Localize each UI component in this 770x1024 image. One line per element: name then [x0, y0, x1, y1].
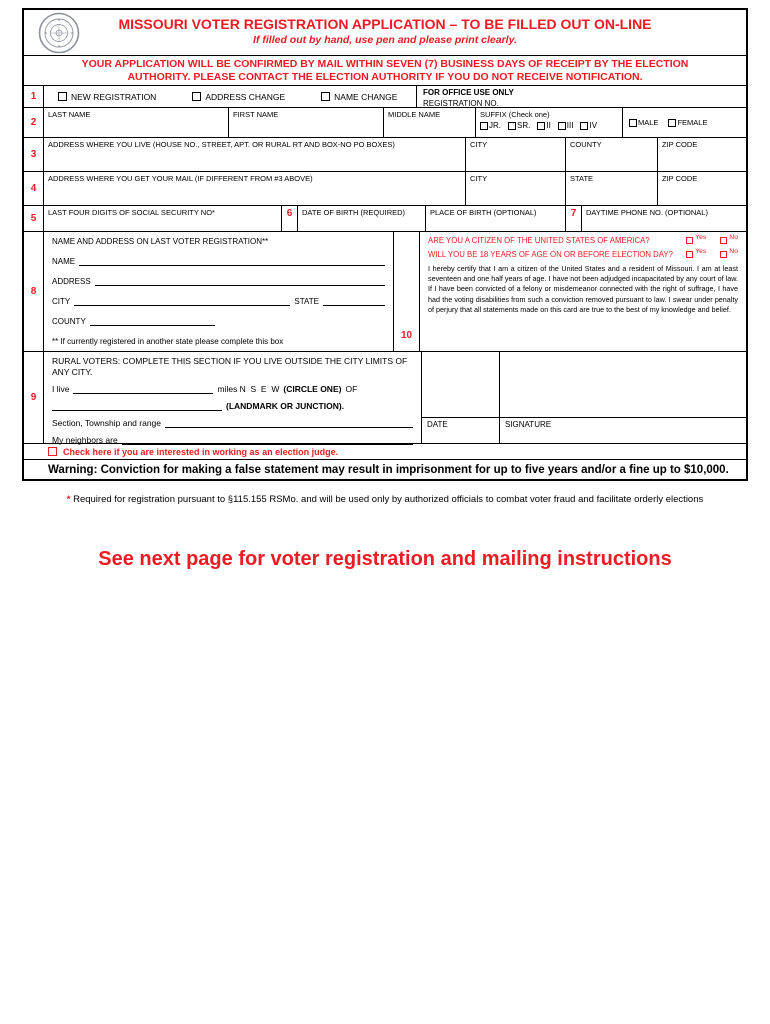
mail-zip-field[interactable]	[658, 172, 746, 205]
middle-name-label: MIDDLE NAME	[388, 110, 441, 119]
certification-text: I hereby certify that I am a citizen of the United States and a resident of Missouri. I am at least seventeen and one half years of age. I have not been adjudged incapacitated by any court of law. If I have been convicted of a felony or misdemeanor connected with the right of suffrage, I have had the voting disabilities from such a conviction removed pursuant to law. I swear under penalty of perjury that all statements made on this card are true to the best of my knowledge and belief.	[428, 264, 738, 314]
female-option[interactable]	[668, 118, 707, 127]
citizen-question-label: ARE YOU A CITIZEN OF THE UNITED STATES OF AMERICA?	[428, 236, 650, 245]
citizen-yes-option[interactable]	[686, 236, 706, 244]
name-change-option[interactable]	[321, 92, 397, 102]
suffix-jr-label: JR.	[489, 121, 501, 130]
suffix-cell	[476, 108, 746, 137]
registration-no-label: REGISTRATION NO.	[423, 99, 499, 108]
male-label: MALE	[638, 118, 659, 127]
landmark-label: (LANDMARK OR JUNCTION).	[226, 401, 345, 412]
miles-distance-field[interactable]	[73, 384, 213, 394]
eligibility-box	[420, 232, 746, 351]
female-checkbox[interactable]	[668, 119, 676, 127]
prev-name-label: NAME	[52, 257, 76, 266]
of-label: OF	[345, 384, 358, 395]
form-header	[24, 10, 746, 56]
ssn-last4-label: LAST FOUR DIGITS OF SOCIAL SECURITY NO*	[48, 208, 215, 217]
suffix-iv-label: IV	[589, 121, 598, 130]
neighbors-field[interactable]	[122, 435, 413, 445]
mail-address-field[interactable]	[44, 172, 466, 205]
live-prefix-label: I live	[52, 384, 70, 395]
form-title: MISSOURI VOTER REGISTRATION APPLICATION – TO BE FILLED OUT ON-LINE	[118, 16, 652, 32]
row-number-8: 8	[24, 232, 44, 351]
new-registration-checkbox[interactable]	[58, 92, 67, 101]
footnote-text: Required for registration pursuant to §115.155 RSMo. and will be used only by authorized officials to combat voter fraud and facilitate orderly elections	[73, 494, 704, 505]
address-change-label: ADDRESS CHANGE	[205, 91, 286, 102]
mail-zip-label: ZIP CODE	[662, 174, 698, 183]
row-ssn-dob-phone	[24, 206, 746, 232]
citizen-yes-checkbox[interactable]	[686, 237, 693, 244]
voter-registration-form	[22, 8, 748, 481]
middle-name-field[interactable]	[384, 108, 476, 137]
office-use-cell	[416, 86, 746, 107]
dob-field[interactable]	[298, 206, 426, 231]
mail-city-label: CITY	[470, 174, 488, 183]
home-zip-field[interactable]	[658, 138, 746, 171]
address-change-option[interactable]	[192, 92, 285, 102]
township-field[interactable]	[165, 418, 413, 428]
election-judge-checkbox[interactable]	[48, 447, 57, 456]
row-home-address	[24, 138, 746, 172]
date-signature-area	[422, 352, 746, 443]
dob-label: DATE OF BIRTH (REQUIRED)	[302, 208, 406, 217]
suffix-iii-checkbox[interactable]	[558, 122, 566, 130]
prev-city-field[interactable]	[74, 296, 290, 306]
home-address-field[interactable]	[44, 138, 466, 171]
office-use-title: FOR OFFICE USE ONLY	[423, 88, 514, 97]
pob-field[interactable]	[426, 206, 566, 231]
next-page-notice: See next page for voter registration and mailing instructions	[98, 548, 672, 570]
neighbors-label: My neighbors are	[52, 435, 118, 446]
signature-field[interactable]	[500, 352, 746, 417]
phone-label: DAYTIME PHONE NO. (OPTIONAL)	[586, 208, 708, 217]
prev-address-label: ADDRESS	[52, 277, 91, 286]
date-field[interactable]	[422, 352, 500, 417]
suffix-options	[480, 121, 618, 130]
other-state-note: ** If currently registered in another state please complete this box	[52, 337, 284, 346]
missouri-seal-icon	[38, 12, 80, 54]
rural-voters-title: RURAL VOTERS: COMPLETE THIS SECTION IF YOU LIVE OUTSIDE THE CITY LIMITS OF ANY CITY.	[52, 356, 408, 377]
warning-row	[24, 460, 746, 479]
suffix-label: SUFFIX (Check one)	[480, 110, 550, 119]
section-rural-voters	[24, 352, 746, 444]
mail-state-field[interactable]	[566, 172, 658, 205]
election-judge-label: Check here if you are interested in working as an election judge.	[63, 446, 339, 457]
home-city-label: CITY	[470, 140, 488, 149]
circle-one-label: (CIRCLE ONE)	[283, 384, 342, 395]
home-county-label: COUNTY	[570, 140, 602, 149]
age-no-checkbox[interactable]	[720, 251, 727, 258]
gender-cell	[622, 108, 746, 137]
previous-registration-title: NAME AND ADDRESS ON LAST VOTER REGISTRATION**	[52, 237, 269, 246]
prev-county-line	[52, 315, 385, 326]
row-mailing-address	[24, 172, 746, 206]
suffix-jr-option[interactable]	[480, 121, 501, 130]
first-name-label: FIRST NAME	[233, 110, 279, 119]
prev-city-label: CITY	[52, 297, 71, 306]
suffix-jr-checkbox[interactable]	[480, 122, 488, 130]
other-state-note-line	[52, 335, 385, 346]
mail-city-field[interactable]	[466, 172, 566, 205]
first-name-field[interactable]	[229, 108, 384, 137]
suffix-options-area	[476, 108, 622, 137]
township-line	[52, 417, 413, 428]
landmark-line	[52, 400, 413, 411]
prev-address-field[interactable]	[95, 276, 385, 286]
row-number-6: 6	[282, 206, 298, 231]
footnote-asterisk: *	[66, 494, 71, 505]
last-name-label: LAST NAME	[48, 110, 91, 119]
row-name	[24, 108, 746, 138]
row-number-7: 7	[566, 206, 582, 231]
home-address-label: ADDRESS WHERE YOU LIVE (HOUSE NO., STREET, APT. OR RURAL RT AND BOX-NO PO BOXES)	[48, 140, 395, 149]
female-label: FEMALE	[677, 118, 708, 127]
mail-state-label: STATE	[570, 174, 594, 183]
prev-name-field[interactable]	[79, 256, 385, 266]
male-checkbox[interactable]	[629, 119, 637, 127]
age-yes-no-group	[686, 250, 738, 258]
signature-label: SIGNATURE	[500, 417, 746, 443]
age-no-option[interactable]	[720, 250, 738, 258]
name-change-checkbox[interactable]	[321, 92, 330, 101]
miles-directions-label: miles N S E W	[217, 384, 280, 395]
citizen-no-checkbox[interactable]	[720, 237, 727, 244]
prev-county-label: COUNTY	[52, 317, 86, 326]
suffix-sr-option[interactable]	[508, 121, 530, 130]
ssn-last4-field[interactable]	[44, 206, 282, 231]
row-number-5: 5	[24, 206, 44, 231]
row-number-4: 4	[24, 172, 44, 205]
suffix-iv-checkbox[interactable]	[580, 122, 588, 130]
footnote	[0, 494, 770, 505]
form-subtitle: If filled out by hand, use pen and please print clearly.	[253, 34, 517, 46]
citizen-question-row	[428, 236, 738, 245]
mail-address-label: ADDRESS WHERE YOU GET YOUR MAIL (IF DIFFERENT FROM #3 ABOVE)	[48, 174, 313, 183]
new-registration-option[interactable]	[58, 92, 156, 102]
prev-address-line	[52, 275, 385, 286]
citizen-no-label: No	[729, 234, 738, 241]
address-change-checkbox[interactable]	[192, 92, 201, 101]
citizen-no-option[interactable]	[720, 236, 738, 244]
election-judge-row	[24, 444, 746, 460]
age-yes-checkbox[interactable]	[686, 251, 693, 258]
previous-registration-box	[44, 232, 394, 351]
home-city-field[interactable]	[466, 138, 566, 171]
citizen-yes-no-group	[686, 236, 738, 244]
row-number-2: 2	[24, 108, 44, 137]
prev-county-field[interactable]	[90, 316, 215, 326]
row-number-9: 9	[24, 352, 44, 443]
suffix-ii-label: II	[546, 121, 551, 130]
prev-name-line	[52, 255, 385, 266]
age-no-label: No	[729, 248, 738, 255]
prev-state-label: STATE	[294, 297, 319, 306]
age-question-row	[428, 250, 738, 259]
miles-line	[52, 383, 413, 394]
warning-text: Warning: Conviction for making a false statement may result in imprisonment for up to five years and/or a fine up to $10,000.	[48, 463, 729, 476]
suffix-iii-option[interactable]	[558, 121, 574, 130]
age-question-label: WILL YOU BE 18 YEARS OF AGE ON OR BEFORE ELECTION DAY?	[428, 250, 673, 259]
landmark-field[interactable]	[52, 401, 222, 411]
male-option[interactable]	[629, 118, 658, 127]
pob-label: PLACE OF BIRTH (OPTIONAL)	[430, 208, 537, 217]
suffix-sr-label: SR.	[517, 121, 531, 130]
suffix-iii-label: III	[566, 121, 574, 130]
date-label: DATE	[422, 417, 500, 443]
row-registration-type	[24, 86, 746, 108]
age-yes-option[interactable]	[686, 250, 706, 258]
suffix-ii-checkbox[interactable]	[537, 122, 545, 130]
rural-voters-box	[44, 352, 422, 446]
confirmation-notice: YOUR APPLICATION WILL BE CONFIRMED BY MAIL WITHIN SEVEN (7) BUSINESS DAYS OF RECEIPT BY THE ELECTION AUTHORITY. PLEASE CONTACT THE ELECTION AUTHORITY IF YOU DO NOT RECEIVE NOTIFICATION.	[24, 56, 746, 86]
home-zip-label: ZIP CODE	[662, 140, 698, 149]
new-registration-label: NEW REGISTRATION	[71, 91, 157, 102]
prev-state-field[interactable]	[323, 296, 385, 306]
section-previous-registration	[24, 232, 746, 352]
suffix-sr-checkbox[interactable]	[508, 122, 516, 130]
row-number-1: 1	[24, 86, 44, 107]
row-number-10: 10	[394, 232, 420, 351]
phone-field[interactable]	[582, 206, 746, 231]
suffix-iv-option[interactable]	[580, 121, 597, 130]
last-name-field[interactable]	[44, 108, 229, 137]
age-yes-label: Yes	[695, 248, 707, 255]
citizen-yes-label: Yes	[695, 234, 707, 241]
neighbors-line	[52, 434, 413, 445]
home-county-field[interactable]	[566, 138, 658, 171]
name-change-label: NAME CHANGE	[334, 91, 398, 102]
suffix-ii-option[interactable]	[537, 121, 550, 130]
registration-type-options	[44, 86, 416, 107]
prev-city-state-line	[52, 295, 385, 306]
row-number-3: 3	[24, 138, 44, 171]
township-label: Section, Township and range	[52, 418, 162, 429]
